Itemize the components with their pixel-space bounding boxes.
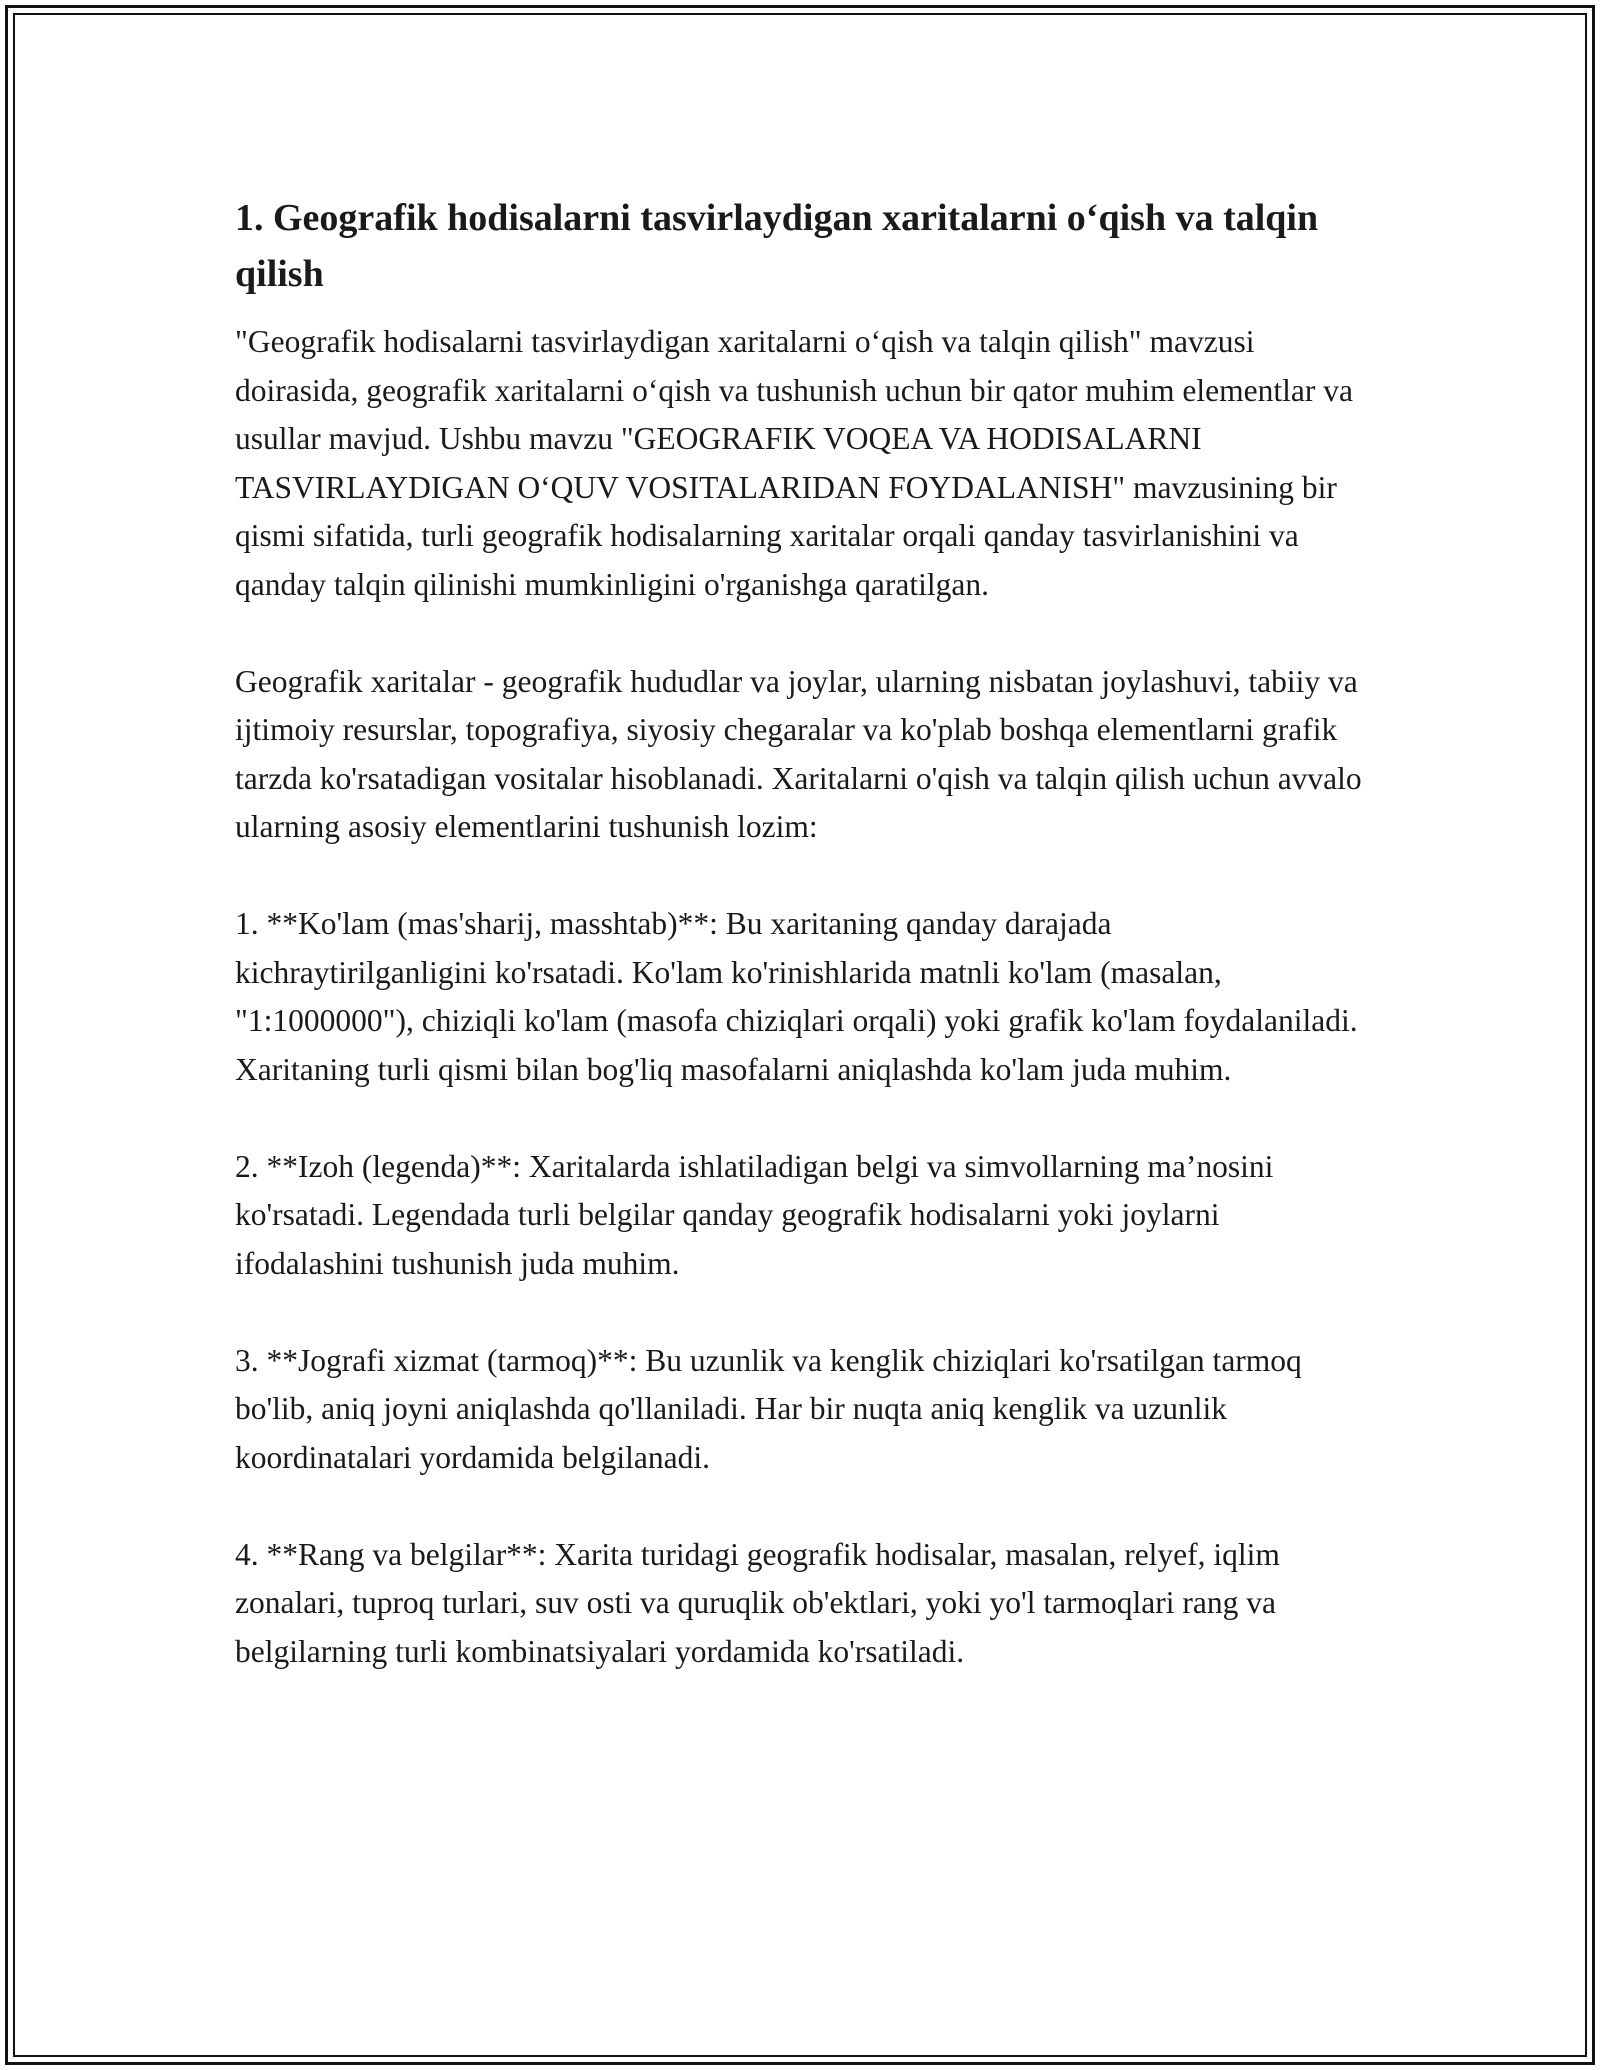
list-item-grid: 3. **Jografi xizmat (tarmoq)**: Bu uzunlik va kenglik chiziqlari ko'rsatilgan tarmoq bo'lib, aniq joyni aniqlashda qo'llaniladi. Har bir nuqta aniq kenglik va uzunlik koordinatalari yordamida belgilanadi.	[235, 1342, 1302, 1475]
document-body	[235, 190, 1370, 1676]
list-item-scale: 1. **Ko'lam (mas'sharij, masshtab)**: Bu xaritaning qanday darajada kichraytirilganligini ko'rsatadi. Ko'lam ko'rinishlarida matnli ko'lam (masalan, "1:1000000"), chiziqli ko'lam (masofa chiziqlari orqali) yoki grafik ko'lam foydalaniladi. Xaritaning turli qismi bilan bog'liq masofalarni aniqlashda ko'lam juda muhim.	[235, 906, 1358, 1087]
intro-paragraph: "Geografik hodisalarni tasvirlaydigan xaritalarni o‘qish va talqin qilish" mavzusi doirasida, geografik xaritalarni o‘qish va tushunish uchun bir qator muhim elementlar va usullar mavjud. Ushbu mavzu "GEOGRAFIK VOQEA VA HODISALARNI TASVIRLAYDIGAN O‘QUV VOSITALARIDAN FOYDALANISH" mavzusining bir qismi sifatida, turli geografik hodisalarning xaritalar orqali qanday tasvirlanishini va qanday talqin qilinishi mumkinligini o'rganishga qaratilgan.	[235, 324, 1353, 602]
list-item-colors-symbols: 4. **Rang va belgilar**: Xarita turidagi geografik hodisalar, masalan, relyef, iqlim zonalari, tuproq turlari, suv osti va quruqlik ob'ektlari, yoki yo'l tarmoqlari rang va belgilarning turli kombinatsiyalari yordamida ko'rsatiladi.	[235, 1536, 1280, 1669]
maps-definition-paragraph: Geografik xaritalar - geografik hududlar va joylar, ularning nisbatan joylashuvi, tabiiy va ijtimoiy resurslar, topografiya, siyosiy chegaralar va ko'plab boshqa elementlarni grafik tarzda ko'rsatadigan vositalar hisoblanadi. Xaritalarni o'qish va talqin qilish uchun avvalo ularning asosiy elementlarini tushunish lozim:	[235, 663, 1362, 844]
section-title: 1. Geografik hodisalarni tasvirlaydigan xaritalarni o‘qish va talqin qilish	[235, 197, 1319, 295]
list-item-legend: 2. **Izoh (legenda)**: Xaritalarda ishlatiladigan belgi va simvollarning ma’nosini ko'rsatadi. Legendada turli belgilar qanday geografik hodisalarni yoki joylarni ifodalashini tushunish juda muhim.	[235, 1148, 1274, 1281]
